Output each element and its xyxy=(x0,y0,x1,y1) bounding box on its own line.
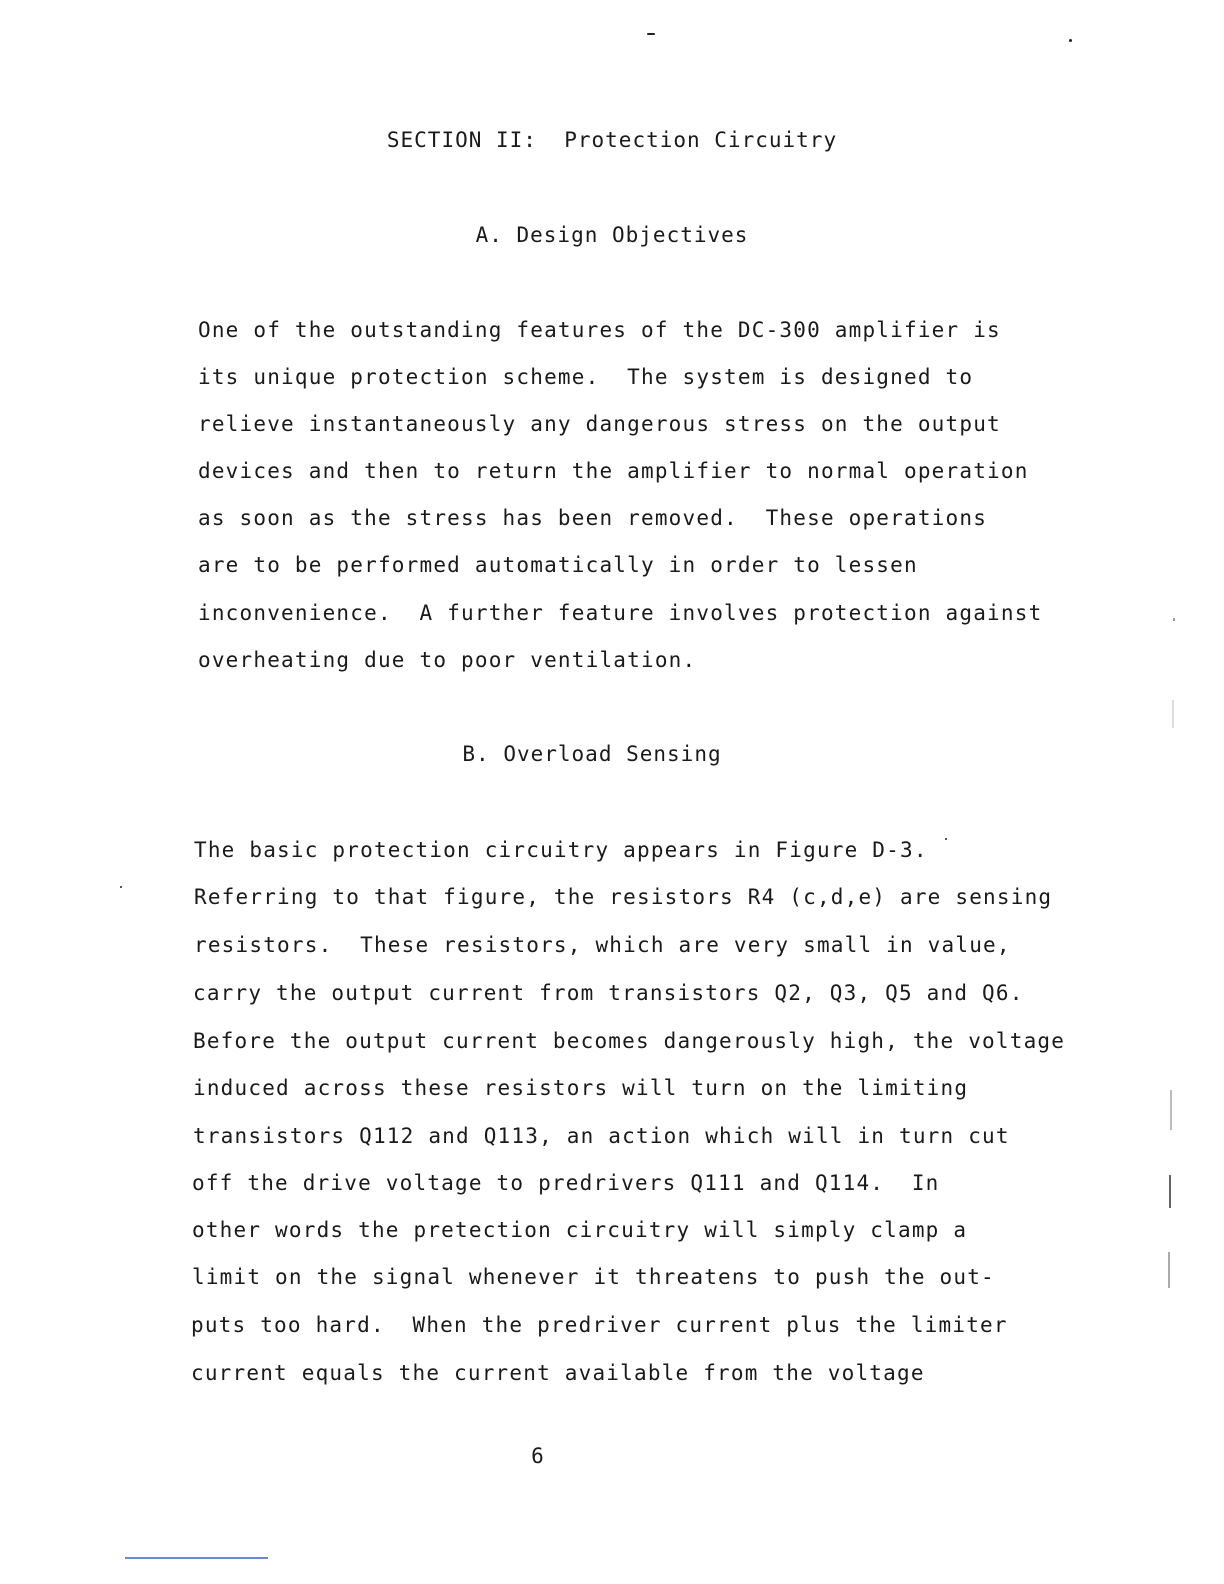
margin-mark xyxy=(1168,1252,1170,1288)
page-number: 6 xyxy=(531,1444,544,1468)
paragraph-line: puts too hard. When the predriver current plus the limiter xyxy=(191,1313,1008,1337)
margin-mark xyxy=(1170,1090,1172,1130)
paragraph-line: The basic protection circuitry appears in Figure D-3. xyxy=(194,838,928,862)
paragraph-line: relieve instantaneously any dangerous stress on the output xyxy=(198,412,1001,436)
paragraph-line: devices and then to return the amplifier to normal operation xyxy=(198,459,1029,483)
paragraph-line: other words the pretection circuitry will simply clamp a xyxy=(192,1218,968,1242)
paragraph-line: induced across these resistors will turn on the limiting xyxy=(193,1076,969,1100)
margin-mark xyxy=(1169,1175,1171,1208)
paragraph-line: resistors. These resistors, which are very small in value, xyxy=(194,933,1011,957)
scan-speck xyxy=(945,838,947,840)
scan-speck xyxy=(1069,39,1072,42)
scan-speck xyxy=(120,886,122,888)
paragraph-line: limit on the signal whenever it threatens to push the out- xyxy=(192,1265,995,1289)
paragraph-line: current equals the current available from the voltage xyxy=(191,1361,925,1385)
paragraph-line: are to be performed automatically in order to lessen xyxy=(198,553,918,577)
paragraph-line: Before the output current becomes dangerously high, the voltage xyxy=(193,1029,1066,1053)
section-title: SECTION II: Protection Circuitry xyxy=(386,128,838,152)
margin-mark xyxy=(1172,700,1174,728)
paragraph-line: Referring to that figure, the resistors R4 (c,d,e) are sensing xyxy=(194,885,1053,909)
paragraph-line: carry the output current from transistors Q2, Q3, Q5 and Q6. xyxy=(193,981,1024,1005)
footer-rule xyxy=(125,1557,268,1559)
margin-mark xyxy=(1173,618,1175,621)
scan-speck xyxy=(647,33,655,35)
paragraph-line: One of the outstanding features of the DC-300 amplifier is xyxy=(198,318,1001,342)
paragraph-line: off the drive voltage to predrivers Q111 and Q114. In xyxy=(192,1171,940,1195)
paragraph-line: its unique protection scheme. The system is designed to xyxy=(198,365,974,389)
paragraph-line: inconvenience. A further feature involves protection against xyxy=(198,601,1043,625)
paragraph-line: transistors Q112 and Q113, an action which will in turn cut xyxy=(193,1124,1010,1148)
subsection-a-title: A. Design Objectives xyxy=(475,223,749,247)
subsection-b-title: B. Overload Sensing xyxy=(462,742,722,766)
paragraph-line: overheating due to poor ventilation. xyxy=(198,648,697,672)
paragraph-line: as soon as the stress has been removed. These operations xyxy=(198,506,988,530)
